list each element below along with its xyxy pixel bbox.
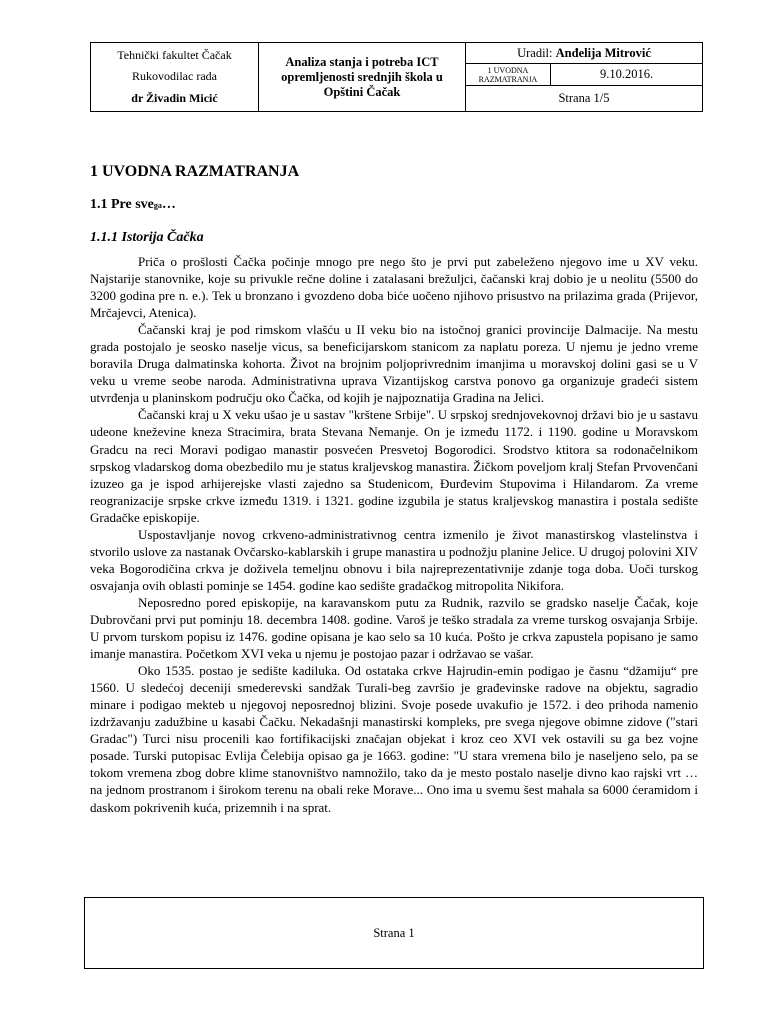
supervisor-name: dr Živadin Micić [131, 90, 218, 105]
chapter-heading: 1 UVODNA RAZMATRANJA [90, 163, 300, 180]
document-title: Analiza stanja i potreba ICT opremljenosti srednjih škola u Opštini Čačak [259, 43, 466, 111]
page-indicator: Strana 1/5 [558, 91, 610, 105]
author-name: Anđelija Mitrović [555, 45, 651, 60]
supervisor-label: Rukovodilac rada [132, 69, 217, 84]
section-heading-main: 1.1 Pre sve [90, 197, 154, 212]
paragraph: Uspostavljanje novog crkveno-administrativnog centra izmenilo je život manastirskog vlastelinstva i stvorilo uslove za nastanak Ovčarsko-kablarskih i grupe manastira u podnožju planine Jelice. U drugoj polovini XIV veka Bogorodičina crkva je doživela temeljnu obnovu i bila najreprezentativnije zdanje toga doba. Uoči turskog osvajanja ovih oblasti pominje se 1454. godine kao sedište gradačkog mitropolita Nikifora. [90, 526, 698, 593]
paragraph: Oko 1535. postao je sedište kadiluka. Od ostataka crkve Hajrudin-emin podigao je časnu “džamiju“ pre 1560. U sledećoj deceniji smederevski sandžak Turali-beg završio je građevinske radove na objektu, sagradio minare i podigao mekteb u njegovoj neposrednoj blizini. Svoje posede uvakufio je 1572. i deo prihoda namenio izdržavanju zadužbine u kasabi Čačku. Nekadašnji manastirski kompleks, pre svega njegove obimne zidove ("stari Gradac") Turci nisu procenili kao fortifikacijski značajan objekat i kroz ceo XVI vek ostavili su ga bez vojne posade. Turski putopisac Evlija Čelebija opisao ga je 1663. godine: "U stara vremena bilo je naseljeno selo, pa se tokom vremena zbog dobre klime stanovništvo namnožilo, tako da je mesto postalo naselje divno kao rajski vrt … na jednom prostranom i širokom terenu na obali reke Morave... Ono ima u svemu šest mahala sa 6000 ćeramidom i daskom pokrivenih kuća, prizemnih i na sprat. [90, 663, 698, 815]
paragraph: Priča o prošlosti Čačka počinje mnogo pre nego što je prvi put zabeleženo njegovo ime u XV veku. Najstarije stanovnike, koje su privukle rečne doline i zatalasani brežuljci, čačanski kraj dobio je u neolitu (5500 do 3200 godina pre n. e.). Tek u bronzano i gvozdeno doba biće uočeno njihovo prisustvo na prilazima grada (Prijevor, Mrčajevci, Atenica). [90, 254, 698, 321]
header-right-cell [466, 43, 702, 111]
section-heading [90, 194, 698, 217]
body-text [90, 253, 698, 887]
paragraph: Neposredno pored episkopije, na karavanskom putu za Rudnik, razvilo se gradsko naselje Čačak, koje Dubrovčani prvi put pominju 18. decembra 1408. godine. Varoš je teško stradala za vreme turskog osvajanja Srbije. U prvom turskom popisu iz 1476. godine opisana je kao selo sa 10 kuća. Pošto je crkva zapustela popisano je samo imanje manastira. Početkom XVI veka u njemu je postojao pazar i održavao se vašar. [90, 594, 698, 662]
header-left-cell [91, 43, 259, 111]
chapter-label: 1 UVODNA RAZMATRANJA [466, 64, 551, 85]
author-label: Uradil: [517, 45, 553, 60]
chapter-date-row [466, 64, 702, 86]
paragraph: Čačanski kraj je pod rimskom vlašću u II veku bio na istočnoj granici provincije Dalmacije. Na mestu grada postojalo je seosko naselje vicus, sa beneficijarskom stanicom za naplatu poreza. U njemu je jedno vreme boravila Druga dalmatinska kohorta. Život na brojnim poljoprivrednim imanjima u moravskoj dolini gasi se u V veku u vreme seobe naroda. Administrativna uprava Vizantijskog carstva ponovo ga organizuje gradeći sistem utvrđenja u planinskom području oko Čačka, od kojih je najpoznatija Gradina na Jelici. [90, 322, 698, 406]
footer-page-number: Strana 1 [373, 925, 415, 940]
footer-box [84, 897, 704, 969]
subsection-heading: 1.1.1 Istorija Čačka [90, 230, 204, 245]
paragraph: Čačanski kraj u X veku ušao je u sastav "krštene Srbije". U srpskoj srednjovekovnoj državi bio je u sastavu udeone kneževine kneza Stracimira, brata Stevana Nemanje. On je između 1172. i 1190. godine u Moravskom Gradcu na reci Moravi podigao manastir posvećen Presvetoj Bogorodici. Srodstvo ktitora sa rodonačelnikom srpskog vladarskog doma obezbedilo mu je status kraljevskog manastira. Žičkom poveljom kralj Stefan Prvovenčani izuzeo ga je ispod arhijerejske vlasti zajedno sa Studenicom, Đurđevim Stupovima i Hilandarom. Za vreme reogranizacije srpske crkve između 1319. i 1321. godine izgubila je status kraljevskog manastira i postala sedište Gradačke episkopije. [90, 407, 698, 525]
document-date: 9.10.2016. [599, 67, 654, 81]
section-heading-tail: … [161, 197, 176, 212]
section-heading-small: ga [153, 201, 162, 210]
faculty-name: Tehnički fakultet Čačak [117, 48, 232, 63]
header-table [90, 42, 703, 112]
author-row [466, 43, 702, 64]
document-body [90, 160, 698, 887]
